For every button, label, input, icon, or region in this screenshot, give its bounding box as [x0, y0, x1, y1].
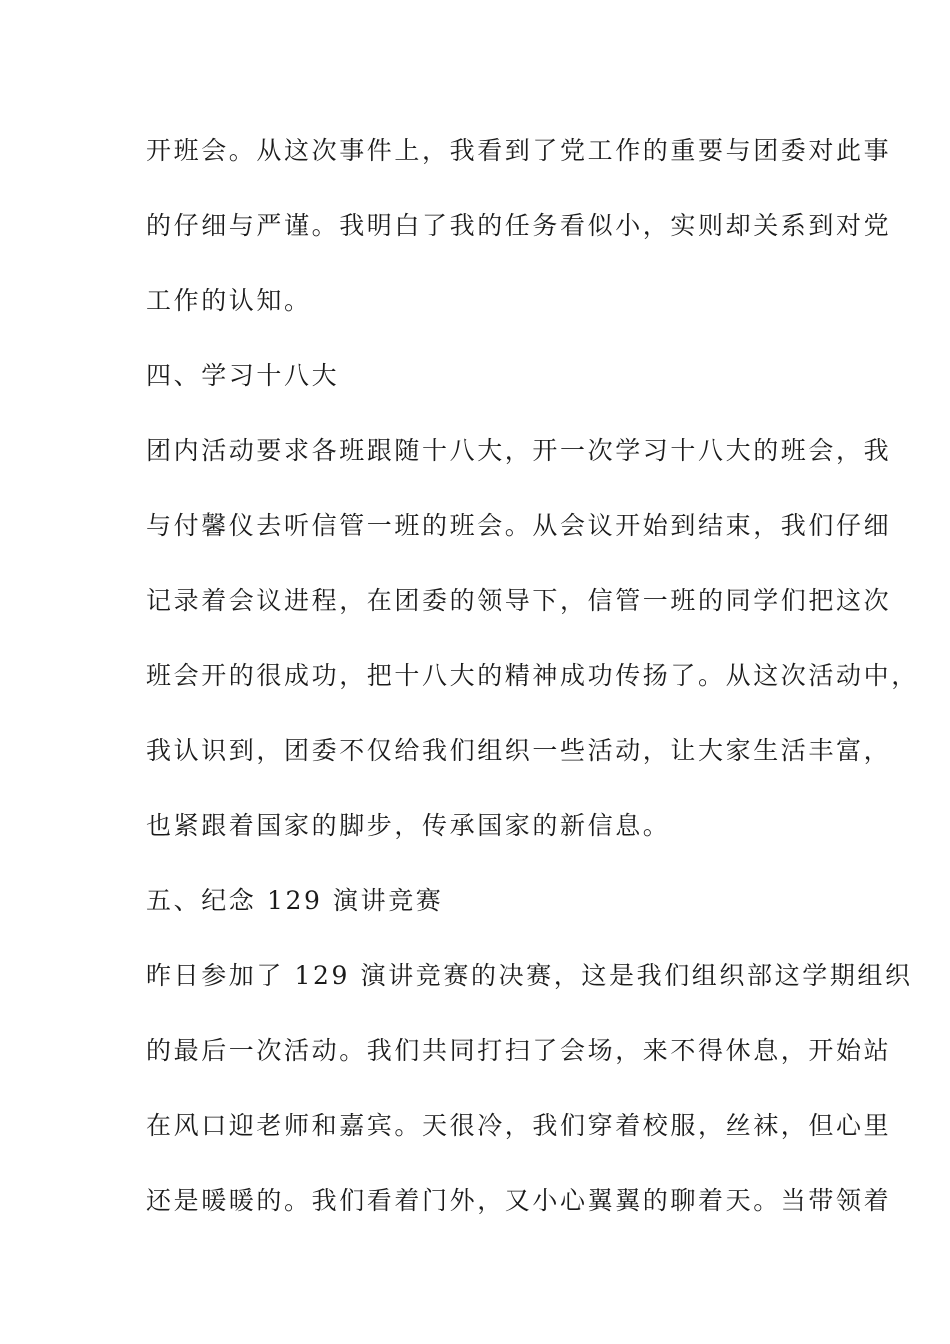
paragraph-line: 工作的认知。 — [146, 286, 312, 315]
paragraph-line: 班会开的很成功，把十八大的精神成功传扬了。从这次活动中， — [146, 661, 919, 690]
paragraph-line: 在风口迎老师和嘉宾。天很冷，我们穿着校服，丝袜，但心里 — [146, 1111, 892, 1140]
paragraph-line: 的仔细与严谨。我明白了我的任务看似小，实则却关系到对党 — [146, 211, 892, 240]
paragraph-line: 与付馨仪去听信管一班的班会。从会议开始到结束，我们仔细 — [146, 511, 892, 540]
section-heading: 四、学习十八大 — [146, 361, 340, 390]
paragraph-line: 开班会。从这次事件上，我看到了党工作的重要与团委对此事 — [146, 136, 892, 165]
paragraph-line: 记录着会议进程，在团委的领导下，信管一班的同学们把这次 — [146, 586, 892, 615]
paragraph-line: 还是暖暖的。我们看着门外，又小心翼翼的聊着天。当带领着 — [146, 1186, 892, 1215]
paragraph-line: 也紧跟着国家的脚步，传承国家的新信息。 — [146, 811, 671, 840]
paragraph-line: 我认识到，团委不仅给我们组织一些活动，让大家生活丰富， — [146, 736, 892, 765]
paragraph-line: 的最后一次活动。我们共同打扫了会场，来不得休息，开始站 — [146, 1036, 892, 1065]
paragraph-line: 团内活动要求各班跟随十八大，开一次学习十八大的班会，我 — [146, 436, 892, 465]
paragraph-line: 昨日参加了 129 演讲竞赛的决赛，这是我们组织部这学期组织 — [146, 961, 913, 990]
section-heading: 五、纪念 129 演讲竞赛 — [146, 886, 444, 915]
